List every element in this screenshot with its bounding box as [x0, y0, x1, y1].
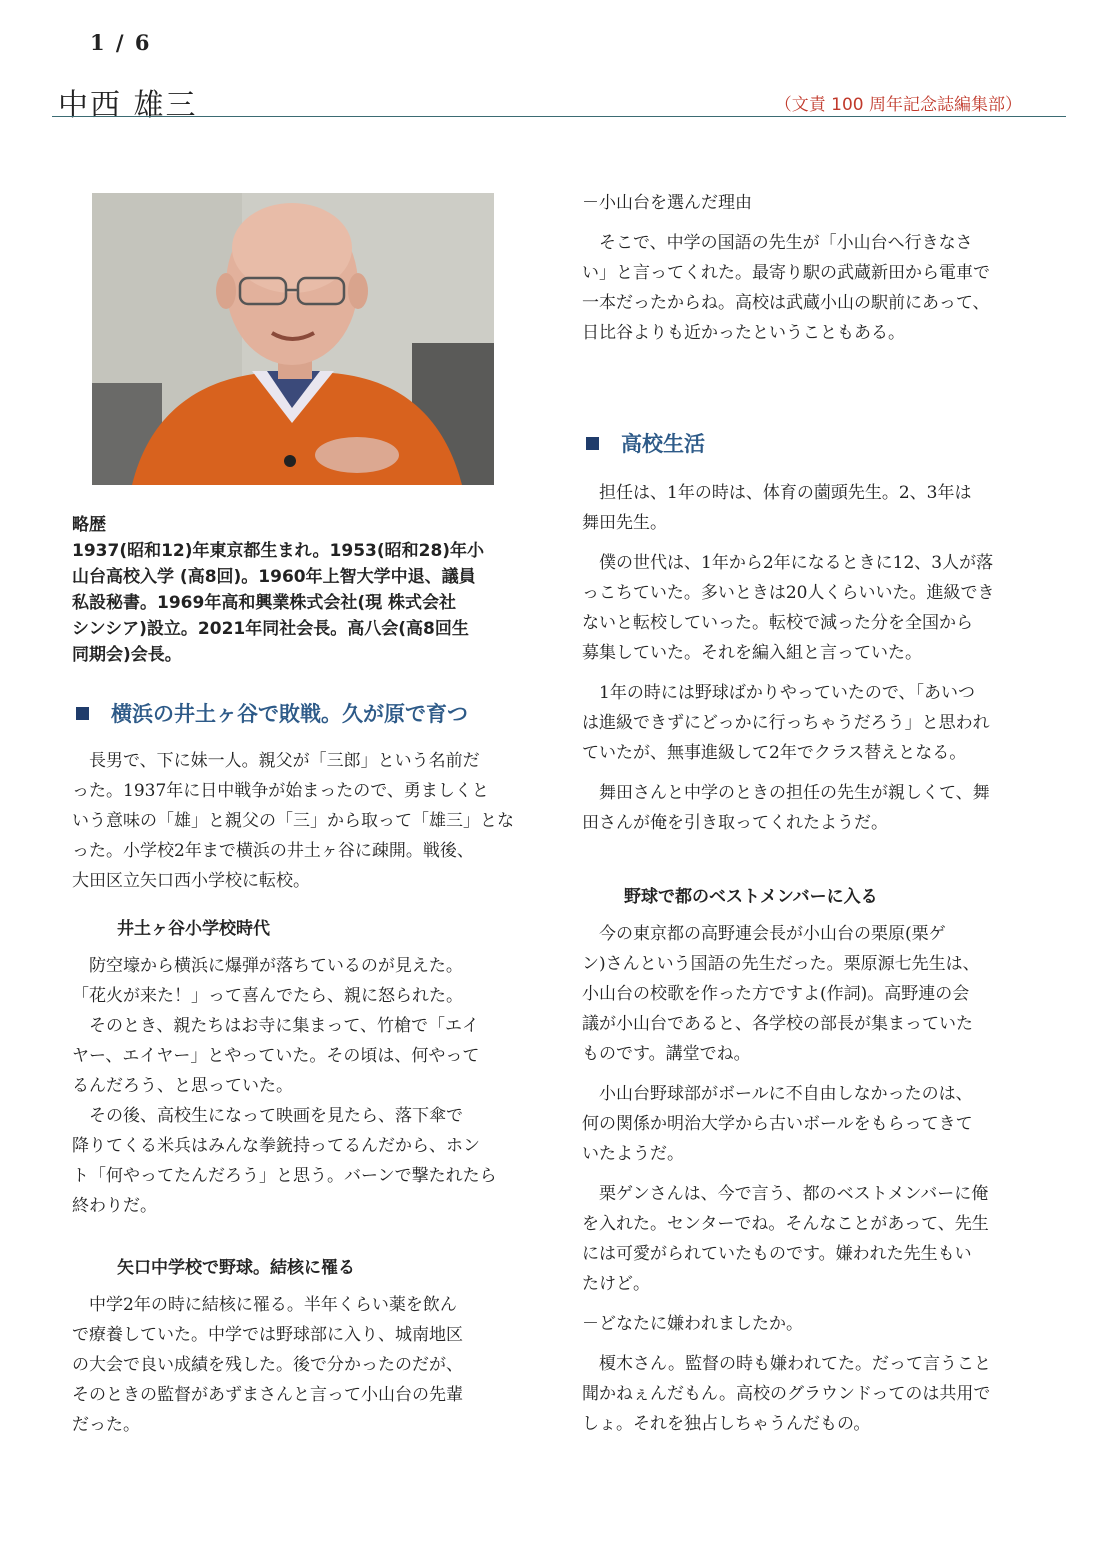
bio-line: 同期会)会長。	[72, 645, 182, 665]
right-column	[582, 188, 1052, 1439]
paragraph	[582, 1349, 1052, 1439]
portrait-photo	[92, 193, 494, 485]
bio-line: シンシア)設立。2021年同社会長。高八会(高8回生	[72, 619, 469, 639]
paragraph	[72, 746, 528, 896]
subheading: 野球で都のベストメンバーに入る	[624, 887, 878, 907]
interview-question: －どなたに嫌われましたか。	[582, 1314, 803, 1334]
text-line: ヤー、エイヤー」とやっていた。その頃は、何やって	[72, 1046, 480, 1066]
text-line: ものです。講堂でね。	[582, 1044, 751, 1064]
text-line: いう意味の「雄」と親父の「三」から取って「雄三」とな	[72, 811, 514, 831]
paragraph	[582, 778, 1052, 838]
text-line: 1年の時には野球ばかりやっていたので、「あいつ	[599, 683, 975, 703]
editor-credit: （文責 100 周年記念誌編集部）	[774, 95, 1022, 115]
text-line: は進級できずにどっかに行っちゃうだろう」と思われ	[582, 713, 990, 733]
bio-line: 私設秘書。1969年高和興業株式会社(現 株式会社	[72, 593, 457, 613]
bio-text	[72, 538, 528, 668]
text-line: 日比谷よりも近かったということもある。	[582, 323, 905, 343]
section-heading	[582, 428, 1052, 458]
text-line: 大田区立矢口西小学校に転校。	[72, 871, 310, 891]
text-line: ていたが、無事進級して2年でクラス替えとなる。	[582, 743, 967, 763]
bio-line: 1937(昭和12)年東京都生まれ。1953(昭和28)年小	[72, 541, 485, 561]
text-line: 中学2年の時に結核に罹る。半年くらい薬を飲ん	[89, 1295, 457, 1315]
text-line: 僕の世代は、1年から2年になるときに12、3人が落	[599, 553, 994, 573]
text-line: 防空壕から横浜に爆弾が落ちているのが見えた。	[89, 956, 463, 976]
text-line: 降りてくる米兵はみんな拳銃持ってるんだから、ホン	[72, 1136, 480, 1156]
text-line: 「花火が来た！」って喜んでたら、親に怒られた。	[72, 986, 463, 1006]
paragraph	[582, 548, 1052, 668]
text-line: を入れた。センターでね。そんなことがあって、先生	[582, 1214, 989, 1234]
text-line: で療養していた。中学では野球部に入り、城南地区	[72, 1325, 463, 1345]
paragraph	[72, 1290, 528, 1440]
text-line: 一本だったからね。高校は武蔵小山の駅前にあって、	[582, 293, 990, 313]
text-line: 長男で、下に妹一人。親父が「三郎」という名前だ	[89, 751, 480, 771]
subheading: 矢口中学校で野球。結核に罹る	[117, 1258, 355, 1278]
paragraph	[582, 228, 1052, 348]
text-line: 募集していた。それを編入組と言っていた。	[582, 643, 922, 663]
text-line: しょ。それを独占しちゃうんだもの。	[582, 1414, 871, 1434]
paragraph	[582, 478, 1052, 538]
text-line: ト「何やってたんだろう」と思う。バーンで撃たれたら	[72, 1166, 497, 1186]
page-number: 1 / 6	[90, 30, 152, 55]
text-line: その後、高校生になって映画を見たら、落下傘で	[89, 1106, 463, 1126]
text-line: 今の東京都の高野連会長が小山台の栗原(栗ゲ	[599, 924, 946, 944]
interviewee-name: 中西 雄三	[58, 88, 198, 123]
text-line: い」と言ってくれた。最寄り駅の武蔵新田から電車で	[582, 263, 990, 283]
text-line: った。小学校2年まで横浜の井土ヶ谷に疎開。戦後、	[72, 841, 474, 861]
text-line: たけど。	[582, 1274, 650, 1294]
text-line: った。1937年に日中戦争が始まったので、勇ましくと	[72, 781, 489, 801]
paragraph	[582, 678, 1052, 768]
bio-line: 山台高校入学 (高8回)。1960年上智大学中退、議員	[72, 567, 476, 587]
left-column	[72, 512, 528, 1440]
text-line: だった。	[72, 1415, 140, 1435]
paragraph	[72, 951, 528, 1221]
text-line: 舞田さんと中学のときの担任の先生が親しくて、舞	[599, 783, 990, 803]
text-line: 榎木さん。監督の時も嫌われてた。だって言うこと	[599, 1354, 992, 1374]
section-heading	[72, 698, 528, 728]
text-line: そのときの監督があずまさんと言って小山台の先輩	[72, 1385, 463, 1405]
interview-question: －小山台を選んだ理由	[582, 193, 752, 213]
text-line: 議が小山台であると、各学校の部長が集まっていた	[582, 1014, 973, 1034]
text-line: の大会で良い成績を残した。後で分かったのだが、	[72, 1355, 463, 1375]
text-line: 担任は、1年の時は、体育の薗頭先生。2、3年は	[599, 483, 972, 503]
section-heading-text: 横浜の井土ヶ谷で敗戦。久が原で育つ	[111, 702, 468, 726]
text-line: そのとき、親たちはお寺に集まって、竹槍で「エイ	[89, 1016, 479, 1036]
text-line: 小山台野球部がボールに不自由しなかったのは、	[599, 1084, 973, 1104]
text-line: いたようだ。	[582, 1144, 684, 1164]
paragraph	[582, 1079, 1052, 1169]
text-line: るんだろう、と思っていた。	[72, 1076, 293, 1096]
bio-title: 略歴	[72, 515, 106, 535]
header-rule	[52, 116, 1066, 117]
text-line: には可愛がられていたものです。嫌われた先生もい	[582, 1244, 972, 1264]
paragraph	[582, 919, 1052, 1069]
subheading: 井土ヶ谷小学校時代	[117, 919, 270, 939]
text-line: 栗ゲンさんは、今で言う、都のベストメンバーに俺	[599, 1184, 989, 1204]
text-line: っこちていた。多いときは20人くらいいた。進級でき	[582, 583, 995, 603]
text-line: 終わりだ。	[72, 1196, 157, 1216]
square-bullet-icon	[76, 707, 89, 720]
text-line: 何の関係か明治大学から古いボールをもらってきて	[582, 1114, 973, 1134]
text-line: ないと転校していった。転校で減った分を全国から	[582, 613, 973, 633]
text-line: 舞田先生。	[582, 513, 667, 533]
paragraph	[582, 1179, 1052, 1299]
text-line: そこで、中学の国語の先生が「小山台へ行きなさ	[599, 233, 973, 253]
text-line: 小山台の校歌を作った方ですよ(作詞)。高野連の会	[582, 984, 970, 1004]
text-line: 聞かねぇんだもん。高校のグラウンドってのは共用で	[582, 1384, 991, 1404]
square-bullet-icon	[586, 437, 599, 450]
text-line: 田さんが俺を引き取ってくれたようだ。	[582, 813, 888, 833]
section-heading-text: 高校生活	[621, 432, 705, 456]
text-line: ン)さんという国語の先生だった。栗原源七先生は、	[582, 954, 980, 974]
